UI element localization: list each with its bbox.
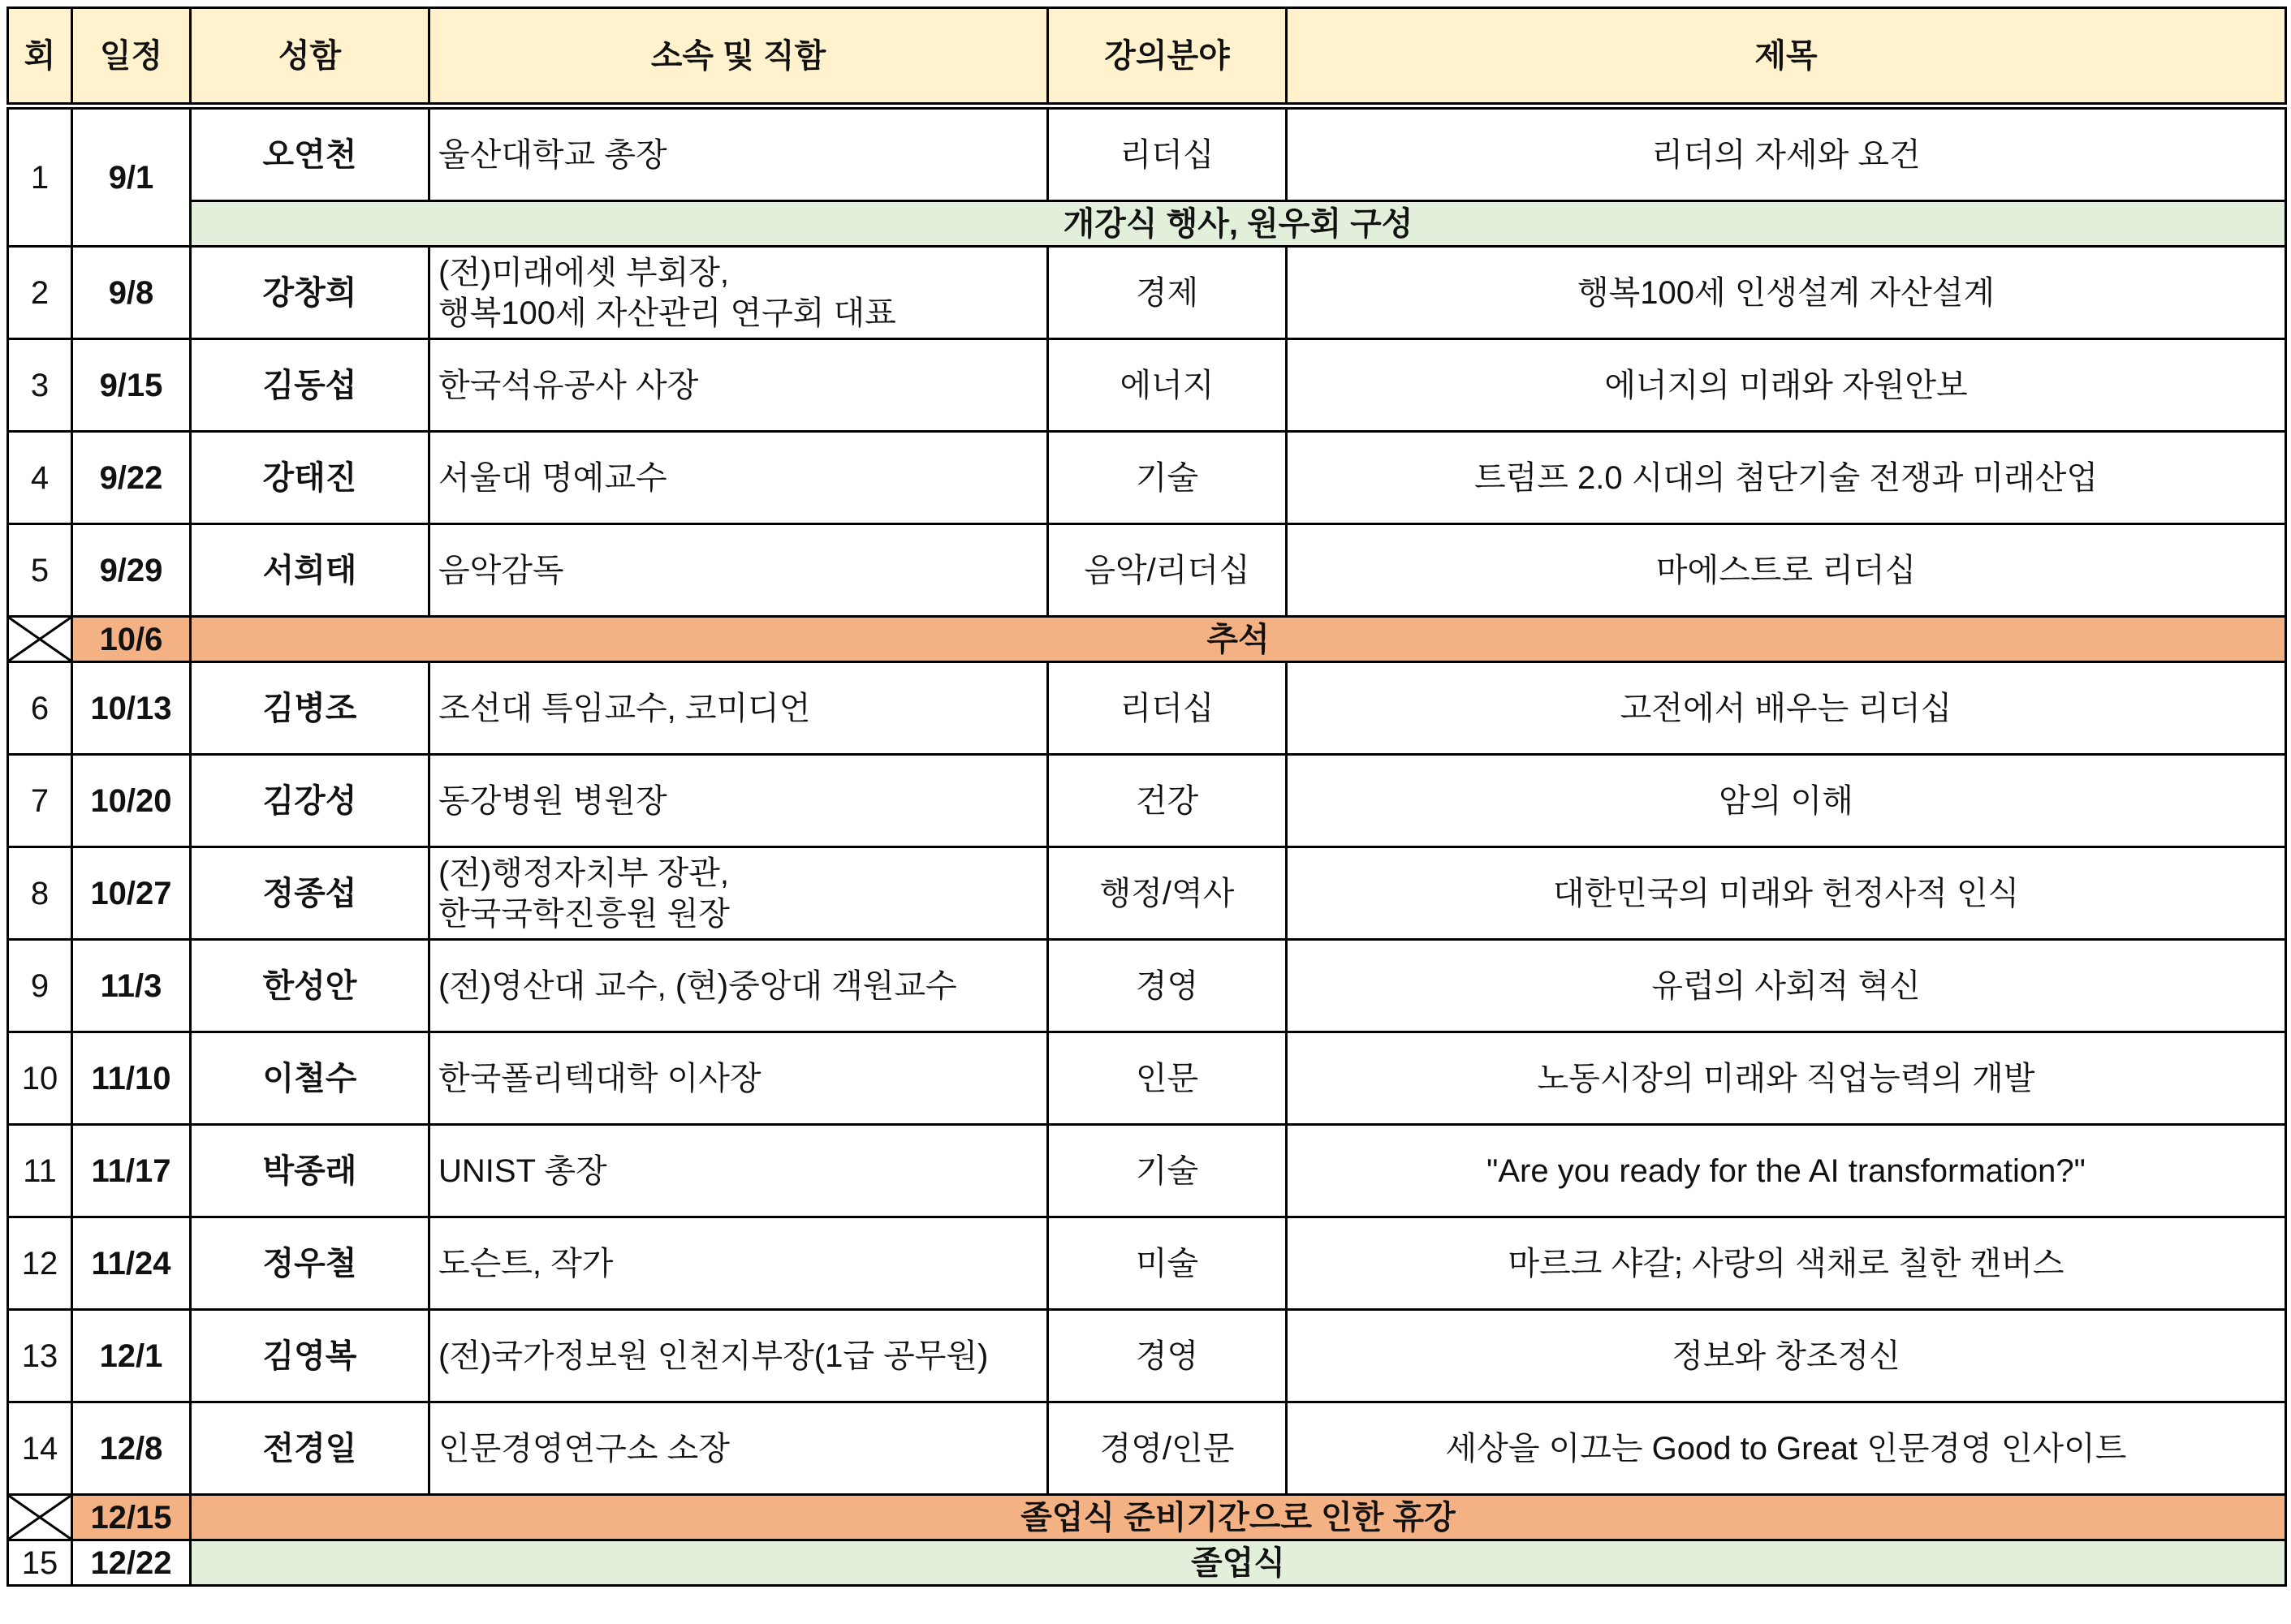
affiliation-line: UNIST 총장 [438, 1152, 607, 1189]
affiliation-cell [429, 106, 1048, 201]
affiliation-line: (전)미래에셋 부회장, [438, 254, 729, 291]
title-cell: 세상을 이끄는 Good to Great 인문경영 인사이트 [1287, 1402, 2286, 1495]
name-cell: 강창희 [191, 247, 429, 339]
round-cell: 15 [8, 1540, 72, 1586]
title-cell: 정보와 창조정신 [1287, 1310, 2286, 1402]
date-cell: 9/22 [72, 432, 191, 524]
title-cell: 마르크 샤갈; 사랑의 색채로 칠한 캔버스 [1287, 1217, 2286, 1310]
affiliation-line: 한국석유공사 사장 [438, 367, 699, 403]
affiliation-cell [429, 432, 1048, 524]
name-cell: 김병조 [191, 662, 429, 755]
round-cell: 1 [8, 106, 72, 247]
title-cell: 에너지의 미래와 자원안보 [1287, 339, 2286, 432]
field-cell: 경제 [1048, 247, 1287, 339]
field-cell: 기술 [1048, 1125, 1287, 1217]
round-cell: 7 [8, 755, 72, 847]
field-cell: 인문 [1048, 1032, 1287, 1125]
affiliation-cell [429, 1310, 1048, 1402]
field-cell: 경영 [1048, 1310, 1287, 1402]
table-row [8, 847, 2286, 940]
table-row [8, 662, 2286, 755]
affiliation-cell [429, 1125, 1048, 1217]
table-row [8, 524, 2286, 617]
break-row [8, 617, 2286, 662]
field-cell: 경영 [1048, 940, 1287, 1032]
date-cell: 10/27 [72, 847, 191, 940]
field-cell: 행정/역사 [1048, 847, 1287, 940]
graduation-row [8, 1540, 2286, 1586]
affiliation-line: 동강병원 병원장 [438, 782, 667, 819]
round-cell: 2 [8, 247, 72, 339]
affiliation-line: (전)행정자치부 장관, [438, 855, 729, 891]
name-cell: 정우철 [191, 1217, 429, 1310]
table-row [8, 1125, 2286, 1217]
table-row [8, 940, 2286, 1032]
field-cell: 리더십 [1048, 106, 1287, 201]
affiliation-line: 서울대 명예교수 [438, 459, 667, 496]
affiliation-cell [429, 940, 1048, 1032]
field-cell: 리더십 [1048, 662, 1287, 755]
header-row [8, 8, 2286, 106]
round-cell: 9 [8, 940, 72, 1032]
title-cell: 마에스트로 리더십 [1287, 524, 2286, 617]
affiliation-cell [429, 1032, 1048, 1125]
cross-mark-icon [8, 1495, 72, 1540]
date-cell: 12/15 [72, 1495, 191, 1540]
graduation-banner: 졸업식 [191, 1540, 2286, 1586]
round-cell: 4 [8, 432, 72, 524]
table-row [8, 247, 2286, 339]
name-cell: 정종섭 [191, 847, 429, 940]
table-row [8, 1402, 2286, 1495]
affiliation-cell [429, 247, 1048, 339]
table-row [8, 1217, 2286, 1310]
name-cell: 한성안 [191, 940, 429, 1032]
name-cell: 김동섭 [191, 339, 429, 432]
affiliation-cell [429, 339, 1048, 432]
affiliation-line: 행복100세 자산관리 연구회 대표 [438, 295, 896, 331]
date-cell: 9/29 [72, 524, 191, 617]
date-cell: 12/22 [72, 1540, 191, 1586]
affiliation-line: 음악감독 [438, 552, 564, 588]
table-row [8, 106, 2286, 201]
affiliation-cell [429, 524, 1048, 617]
holiday-banner: 추석 [191, 617, 2286, 662]
header-round: 회 [8, 8, 72, 106]
opening-ceremony-banner: 개강식 행사, 원우회 구성 [191, 201, 2286, 247]
round-cell: 8 [8, 847, 72, 940]
affiliation-cell [429, 1217, 1048, 1310]
break-banner: 졸업식 준비기간으로 인한 휴강 [191, 1495, 2286, 1540]
header-title: 제목 [1287, 8, 2286, 106]
date-cell: 11/24 [72, 1217, 191, 1310]
field-cell: 음악/리더십 [1048, 524, 1287, 617]
affiliation-line: 조선대 특임교수, 코미디언 [438, 690, 811, 726]
affiliation-line: (전)영산대 교수, (현)중앙대 객원교수 [438, 967, 957, 1004]
header-name: 성함 [191, 8, 429, 106]
round-cell: 3 [8, 339, 72, 432]
date-cell: 10/13 [72, 662, 191, 755]
round-cell: 13 [8, 1310, 72, 1402]
name-cell: 전경일 [191, 1402, 429, 1495]
date-cell: 11/10 [72, 1032, 191, 1125]
round-cell: 10 [8, 1032, 72, 1125]
title-cell: 노동시장의 미래와 직업능력의 개발 [1287, 1032, 2286, 1125]
name-cell: 이철수 [191, 1032, 429, 1125]
name-cell: 오연천 [191, 106, 429, 201]
lecture-schedule-table [6, 6, 2287, 1587]
round-cell: 14 [8, 1402, 72, 1495]
table-row [8, 755, 2286, 847]
header-field: 강의분야 [1048, 8, 1287, 106]
affiliation-cell [429, 1402, 1048, 1495]
table-row [8, 339, 2286, 432]
event-row [8, 201, 2286, 247]
date-cell: 9/15 [72, 339, 191, 432]
date-cell: 11/17 [72, 1125, 191, 1217]
date-cell: 10/20 [72, 755, 191, 847]
title-cell: 행복100세 인생설계 자산설계 [1287, 247, 2286, 339]
round-cell: 11 [8, 1125, 72, 1217]
title-cell: "Are you ready for the AI transformation?" [1287, 1125, 2286, 1217]
date-cell: 12/1 [72, 1310, 191, 1402]
round-cell: 5 [8, 524, 72, 617]
title-cell: 고전에서 배우는 리더십 [1287, 662, 2286, 755]
break-row [8, 1495, 2286, 1540]
date-cell: 9/8 [72, 247, 191, 339]
title-cell: 암의 이해 [1287, 755, 2286, 847]
affiliation-cell [429, 755, 1048, 847]
date-cell: 10/6 [72, 617, 191, 662]
field-cell: 건강 [1048, 755, 1287, 847]
affiliation-line: 인문경영연구소 소장 [438, 1430, 730, 1467]
table-row [8, 432, 2286, 524]
affiliation-line: 울산대학교 총장 [438, 136, 667, 173]
field-cell: 에너지 [1048, 339, 1287, 432]
name-cell: 서희태 [191, 524, 429, 617]
field-cell: 경영/인문 [1048, 1402, 1287, 1495]
affiliation-line: 도슨트, 작가 [438, 1245, 614, 1282]
field-cell: 기술 [1048, 432, 1287, 524]
affiliation-line: (전)국가정보원 인천지부장(1급 공무원) [438, 1338, 989, 1374]
affiliation-line: 한국폴리텍대학 이사장 [438, 1060, 762, 1096]
date-cell: 11/3 [72, 940, 191, 1032]
header-affiliation: 소속 및 직함 [429, 8, 1048, 106]
name-cell: 김영복 [191, 1310, 429, 1402]
table-row [8, 1032, 2286, 1125]
affiliation-cell [429, 847, 1048, 940]
name-cell: 김강성 [191, 755, 429, 847]
header-date: 일정 [72, 8, 191, 106]
round-cell: 6 [8, 662, 72, 755]
date-cell: 12/8 [72, 1402, 191, 1495]
field-cell: 미술 [1048, 1217, 1287, 1310]
name-cell: 박종래 [191, 1125, 429, 1217]
title-cell: 유럽의 사회적 혁신 [1287, 940, 2286, 1032]
title-cell: 트럼프 2.0 시대의 첨단기술 전쟁과 미래산업 [1287, 432, 2286, 524]
name-cell: 강태진 [191, 432, 429, 524]
title-cell: 리더의 자세와 요건 [1287, 106, 2286, 201]
round-cell: 12 [8, 1217, 72, 1310]
date-cell: 9/1 [72, 106, 191, 247]
table-row [8, 1310, 2286, 1402]
title-cell: 대한민국의 미래와 헌정사적 인식 [1287, 847, 2286, 940]
affiliation-line: 한국국학진흥원 원장 [438, 895, 730, 932]
cross-mark-icon [8, 617, 72, 662]
affiliation-cell [429, 662, 1048, 755]
